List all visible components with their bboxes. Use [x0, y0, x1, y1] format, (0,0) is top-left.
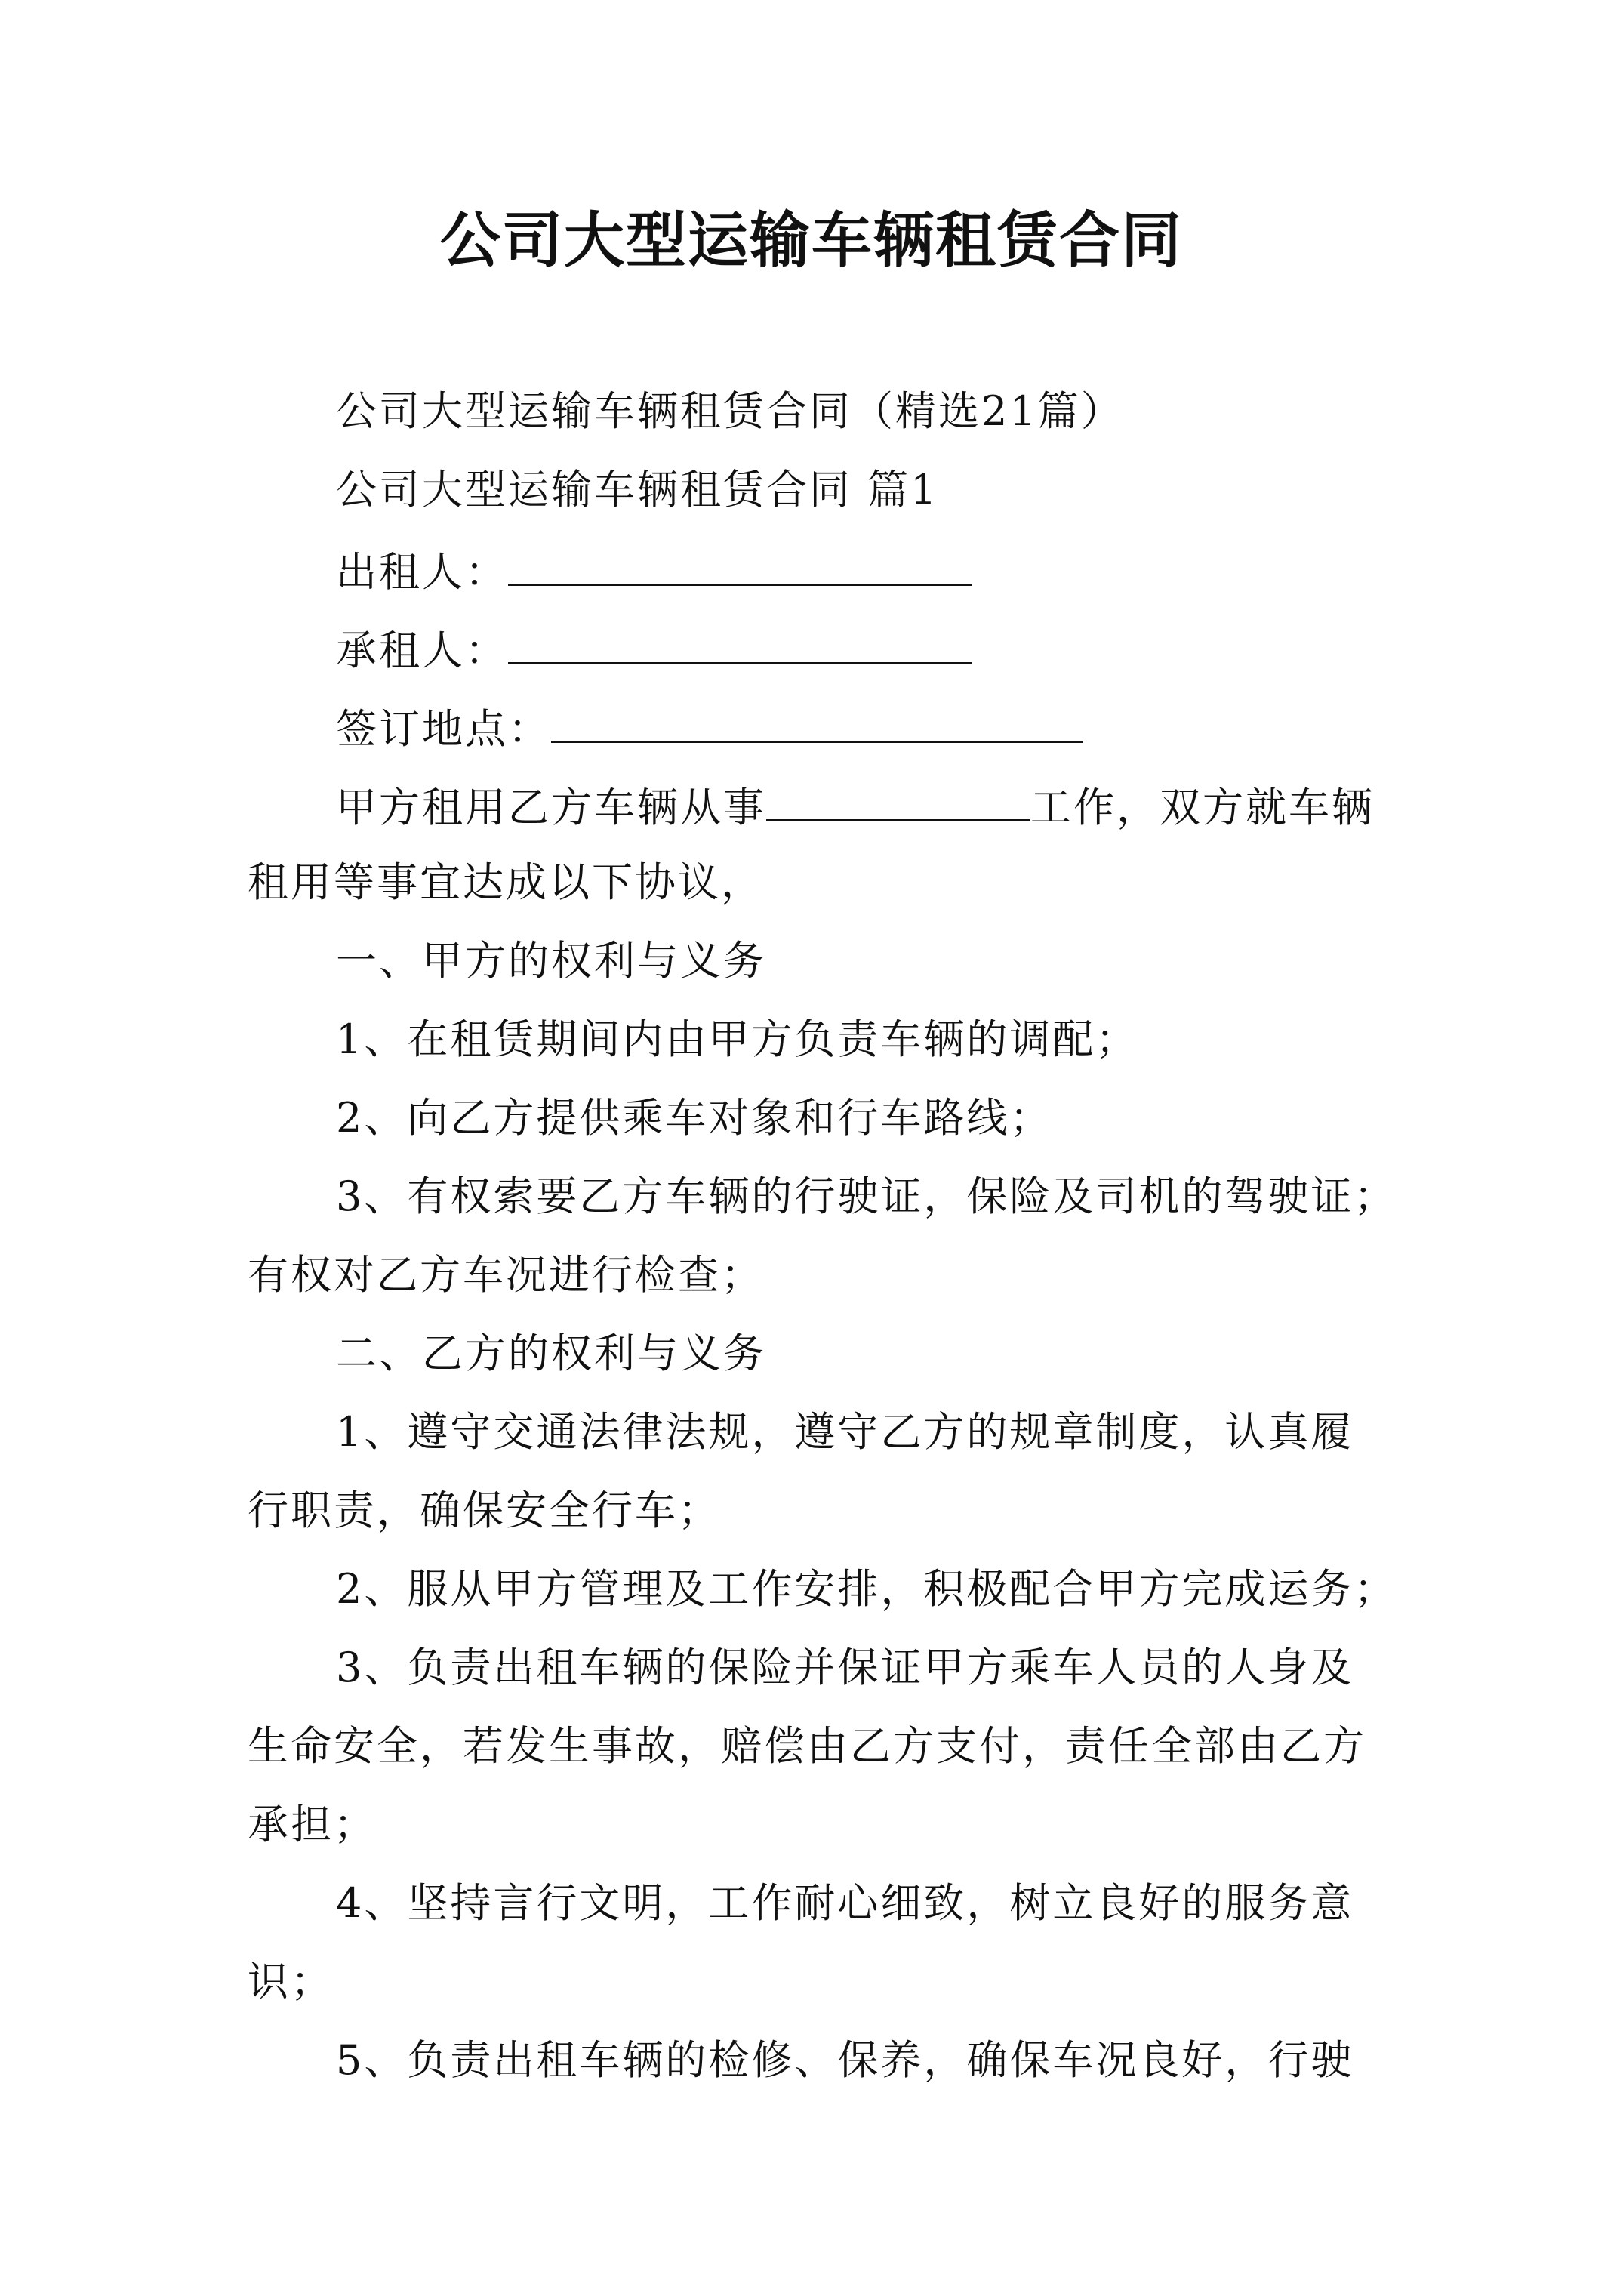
work-blank: [766, 780, 1030, 821]
s2-item-1-cont: 行职责，确保安全行车；: [248, 1487, 721, 1534]
s2-item-1: 1、遵守交通法律法规，遵守乙方的规章制度，认真履: [336, 1408, 1354, 1456]
lessee-field: [336, 623, 972, 675]
s2-item-4-cont: 识；: [248, 1958, 334, 2005]
document-subtitle: 公司大型运输车辆租赁合同（精选21篇）: [336, 387, 1124, 435]
section-2-heading: 二、乙方的权利与义务: [336, 1330, 766, 1377]
section-heading: 公司大型运输车辆租赁合同 篇1: [336, 466, 939, 513]
s2-item-4: 4、坚持言行文明，工作耐心细致，树立良好的服务意: [336, 1879, 1354, 1927]
s1-item-1: 1、在租赁期间内由甲方负责车辆的调配；: [336, 1015, 1139, 1063]
intro-text-part1: 甲方租用乙方车辆从事: [336, 784, 766, 831]
document-title: 公司大型运输车辆租赁合同: [440, 205, 1183, 276]
place-blank: [551, 701, 1083, 743]
lessor-label: 出租人：: [336, 548, 508, 596]
place-field: [336, 701, 1083, 754]
s2-item-3: 3、负责出租车辆的保险并保证甲方乘车人员的人身及: [336, 1644, 1354, 1691]
intro-paragraph: [336, 780, 1375, 832]
s2-item-2: 2、服从甲方管理及工作安排，积极配合甲方完成运务；: [336, 1565, 1397, 1613]
s1-item-3-cont: 有权对乙方车况进行检查；: [248, 1251, 764, 1299]
intro-text-part2: 工作，双方就车辆: [1030, 784, 1375, 831]
s2-item-3-cont: 生命安全，若发生事故，赔偿由乙方支付，责任全部由乙方: [248, 1722, 1366, 1770]
lessor-field: [336, 544, 972, 596]
s1-item-2: 2、向乙方提供乘车对象和行车路线；: [336, 1094, 1053, 1142]
place-label: 签订地点：: [336, 705, 551, 753]
intro-line-2: 租用等事宜达成以下协议，: [248, 858, 764, 906]
lessee-blank: [508, 623, 972, 664]
lessee-label: 承租人：: [336, 627, 508, 674]
s1-item-3: 3、有权索要乙方车辆的行驶证，保险及司机的驾驶证；: [336, 1173, 1397, 1220]
lessor-blank: [508, 544, 972, 586]
s2-item-3-cont-2: 承担；: [248, 1801, 377, 1848]
s2-item-5: 5、负责出租车辆的检修、保养，确保车况良好，行驶: [336, 2036, 1354, 2084]
section-1-heading: 一、甲方的权利与义务: [336, 937, 766, 985]
